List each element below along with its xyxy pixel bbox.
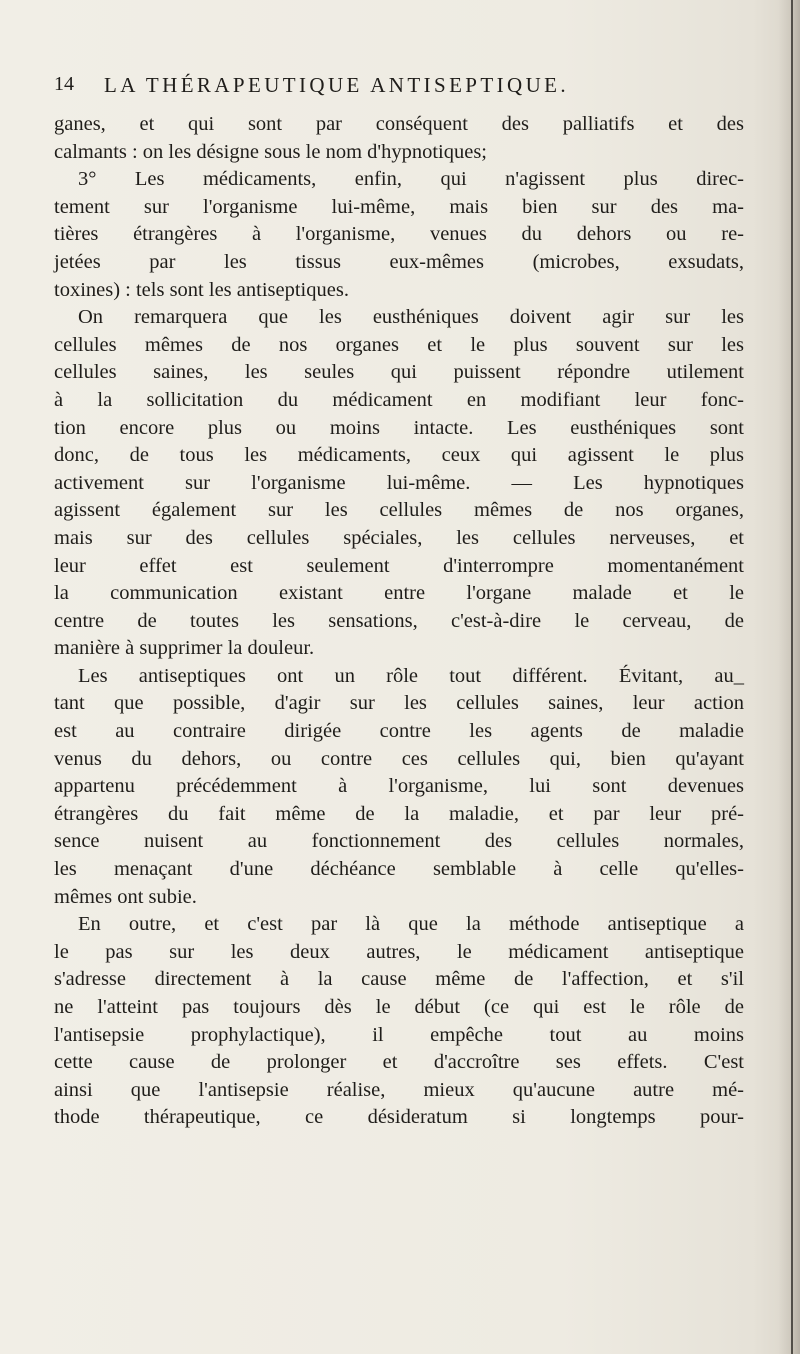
text-line: mais sur des cellules spéciales, les cellules nerveuses, et [54, 526, 744, 549]
text-line: sence nuisent au fonctionnement des cellules normales, [54, 830, 744, 853]
text-line: centre de toutes les sensations, c'est-à-dire le cerveau, de [54, 609, 744, 632]
text-line: tion encore plus ou moins intacte. Les eusthéniques sont [54, 416, 744, 439]
text-line: l'antisepsie prophylactique), il empêche tout au moins [54, 1023, 744, 1046]
text-line: activement sur l'organisme lui-même. — Les hypnotiques [54, 471, 744, 494]
text-line: leur effet est seulement d'interrompre momentanément [54, 554, 744, 577]
text-line: tières étrangères à l'organisme, venues du dehors ou re- [54, 223, 744, 246]
text-line: jetées par les tissus eux-mêmes (microbes, exsudats, [54, 250, 744, 273]
text-line: toxines) : tels sont les antiseptiques. [54, 278, 349, 301]
text-line: le pas sur les deux autres, le médicament antiseptique [54, 940, 744, 963]
text-line: calmants : on les désigne sous le nom d'hypnotiques; [54, 140, 488, 163]
text-line: cellules saines, les seules qui puissent répondre utilement [54, 361, 744, 384]
text-line: ainsi que l'antisepsie réalise, mieux qu'aucune autre mé- [54, 1078, 744, 1101]
text-line: cette cause de prolonger et d'accroître ses effets. C'est [54, 1051, 744, 1074]
text-line: mêmes ont subie. [54, 885, 197, 908]
text-line: la communication existant entre l'organe malade et le [54, 582, 744, 605]
text-line: manière à supprimer la douleur. [54, 637, 315, 660]
text-line: ganes, et qui sont par conséquent des palliatifs et des [54, 113, 744, 135]
text-line: 3° Les médicaments, enfin, qui n'agissent plus direc- [78, 168, 744, 191]
text-line: est au contraire dirigée contre les agents de maladie [54, 720, 744, 743]
text-line: appartenu précédemment à l'organisme, lui sont devenues [54, 775, 744, 798]
text-line: cellules mêmes de nos organes et le plus souvent sur les [54, 333, 744, 356]
text-line: On remarquera que les eusthéniques doivent agir sur les [78, 306, 744, 329]
text-line: donc, de tous les médicaments, ceux qui agissent le plus [54, 444, 744, 467]
text-line: s'adresse directement à la cause même de l'affection, et s'il [54, 968, 744, 991]
page-edge-line [791, 0, 793, 1354]
text-line: tement sur l'organisme lui-même, mais bien sur des ma- [54, 195, 744, 218]
page-number: 14 [54, 73, 74, 95]
text-line: agissent également sur les cellules mêmes de nos organes, [54, 499, 744, 522]
page-edge-shadow [778, 0, 800, 1354]
running-title: LA THÉRAPEUTIQUE ANTISEPTIQUE. [104, 73, 570, 97]
text-line: En outre, et c'est par là que la méthode antiseptique a [78, 913, 744, 936]
running-head [54, 73, 744, 103]
body-text [54, 111, 744, 1132]
text-line: venus du dehors, ou contre ces cellules qui, bien qu'ayant [54, 747, 744, 770]
text-line: à la sollicitation du médicament en modifiant leur fonc- [54, 388, 744, 411]
text-line: Les antiseptiques ont un rôle tout différent. Évitant, au_ [78, 664, 744, 687]
text-line: thode thérapeutique, ce désideratum si longtemps pour- [54, 1106, 744, 1129]
text-line: tant que possible, d'agir sur les cellules saines, leur action [54, 692, 744, 715]
text-line: les menaçant d'une déchéance semblable à celle qu'elles- [54, 858, 744, 881]
text-line: ne l'atteint pas toujours dès le début (ce qui est le rôle de [54, 996, 744, 1018]
text-line: étrangères du fait même de la maladie, et par leur pré- [54, 802, 744, 825]
